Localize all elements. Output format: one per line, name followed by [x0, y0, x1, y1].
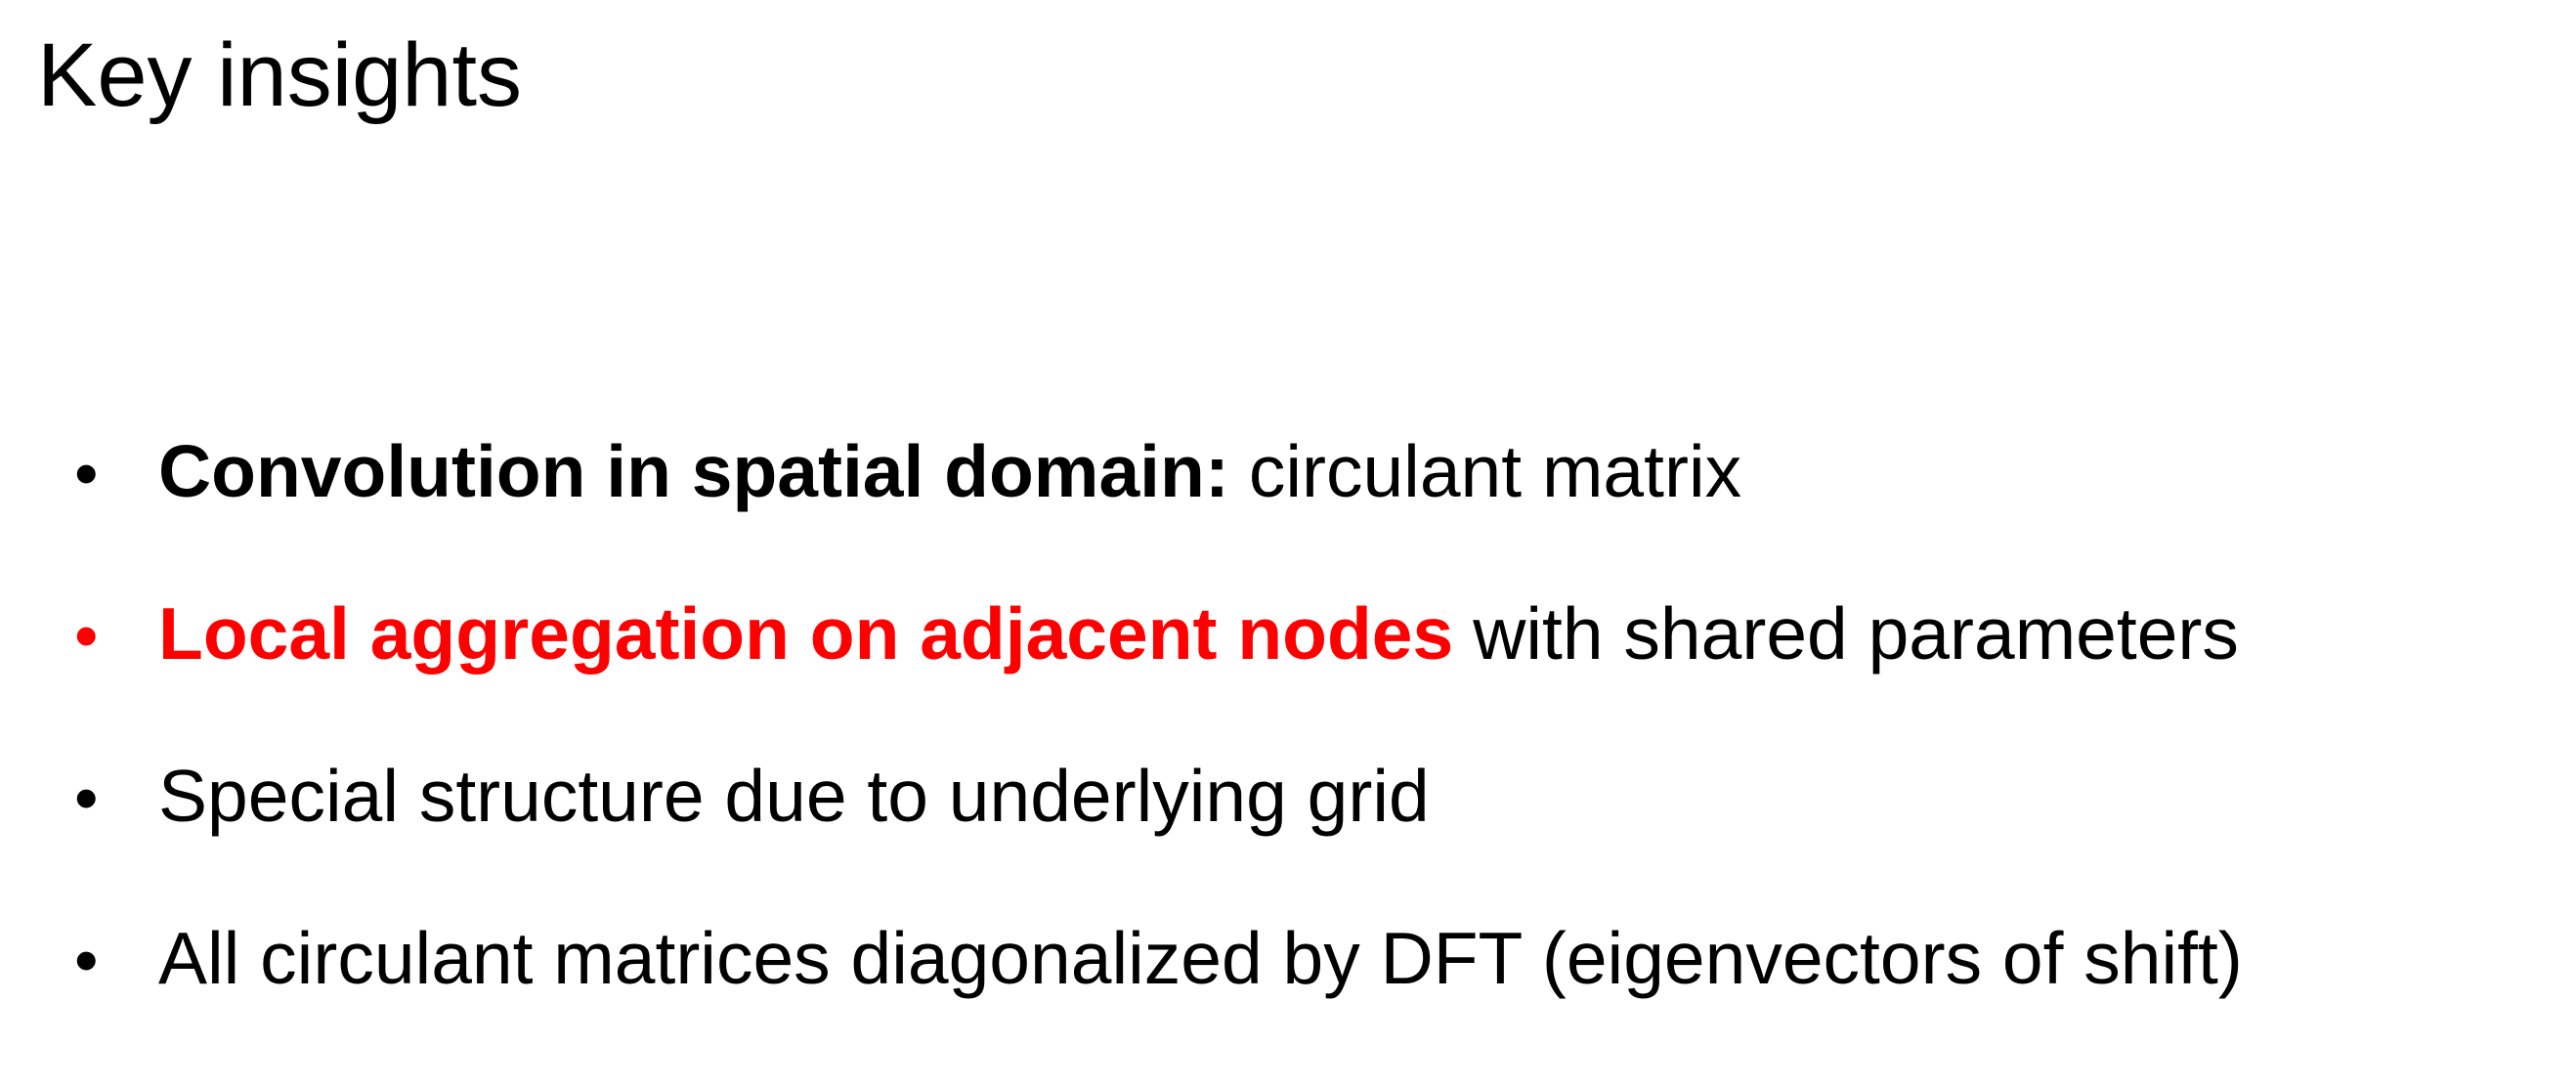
- bullet-item-convolution: [74, 422, 2556, 585]
- bullet-item-special-structure: [74, 747, 2556, 909]
- bullet-text: circulant matrix: [1248, 430, 1742, 512]
- bullet-content: [158, 585, 2239, 682]
- bullet-text: Special structure due to underlying grid: [158, 755, 1430, 837]
- bullet-content: [158, 422, 1741, 520]
- bullet-text: All circulant matrices diagonalized by DFT (eigenvectors of shift): [158, 917, 2243, 999]
- bullet-emphasis: Convolution in spatial domain:: [158, 430, 1229, 512]
- bullet-marker: •: [74, 435, 99, 511]
- bullet-marker: •: [74, 922, 99, 998]
- bullet-marker: •: [74, 597, 99, 674]
- bullet-item-circulant-matrices: [74, 909, 2556, 1071]
- slide-title: Key insights: [37, 25, 523, 125]
- bullet-marker: •: [74, 760, 99, 836]
- bullet-list: [74, 422, 2556, 1071]
- bullet-text: with shared parameters: [1473, 592, 2239, 675]
- bullet-emphasis: Local aggregation on adjacent nodes: [158, 592, 1454, 675]
- bullet-item-local-aggregation: [74, 585, 2556, 747]
